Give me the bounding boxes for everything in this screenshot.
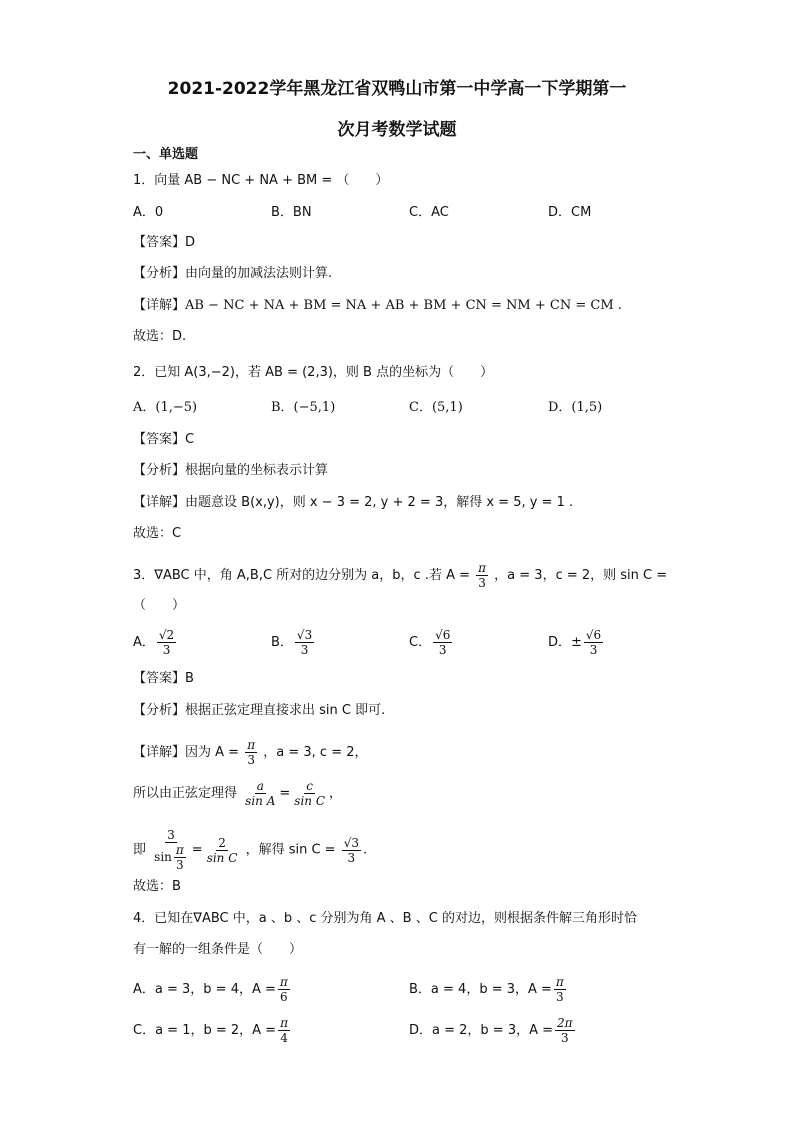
q3-analysis-text: 根据正弦定理直接求出 sin C 即可. (185, 703, 386, 718)
equals-sign: = (191, 842, 203, 858)
q3-analysis (133, 702, 385, 720)
q1-analysis-text: 由向量的加减法法则计算. (185, 266, 333, 281)
fraction-denominator: 3 (478, 576, 486, 590)
q2-option-c: C．(5,1) (409, 400, 463, 415)
fraction-denominator: 3 (176, 858, 184, 872)
fraction-numerator: √6 (435, 628, 451, 642)
q3-option-b (271, 628, 316, 657)
q2-option-a: A．(1,−5) (133, 400, 198, 415)
q3-choose: 故选：B (133, 879, 181, 894)
solve-period: . (362, 842, 368, 858)
analysis-tag: 【分析】 (133, 703, 186, 718)
doc-title-line1: 2021-2022学年黑龙江省双鸭山市第一中学高一下学期第一 (167, 79, 627, 99)
sine-law-fraction-a (243, 779, 277, 808)
fraction-numerator: √2 (158, 628, 175, 642)
q1-option-b: B．BN (271, 205, 312, 220)
q3-detail-fraction (245, 738, 257, 767)
fraction-numerator: π (478, 561, 487, 575)
q3-detail-pre: 因为 A = (185, 745, 240, 760)
fraction-denominator: 3 (162, 643, 171, 657)
fraction-numerator: √6 (585, 628, 602, 642)
fraction-numerator: √3 (296, 628, 313, 642)
fraction-numerator: 2π (557, 1016, 573, 1030)
fraction-denominator (152, 843, 190, 872)
q3-stem-paren: （ ） (133, 598, 186, 613)
fraction-numerator: π (279, 975, 288, 989)
q1-analysis (133, 265, 332, 283)
fraction-numerator: π (175, 843, 184, 857)
q1-option-a: A．0 (133, 205, 164, 220)
option-letter: B． (271, 635, 293, 650)
fraction-denominator: sin C (206, 850, 238, 865)
q2-stem: 2．已知 A(3,−2)，若 AB = (2,3)，则 B 点的坐标为（ ） (133, 365, 494, 380)
q1-stem: 1．向量 AB − NC + NA + BM = （ ） (133, 173, 389, 188)
option-text: D．a = 2，b = 3，A = (409, 1023, 554, 1038)
q3-answer-value: B (185, 671, 194, 686)
fraction-denominator: 4 (280, 1031, 288, 1045)
sine-law-comma: ， (329, 786, 343, 801)
detail-tag: 【详解】 (133, 745, 186, 760)
q1-option-c: C．AC (409, 205, 449, 220)
fraction-denominator: sin A (245, 794, 276, 808)
detail-tag: 【详解】 (133, 298, 186, 313)
detail-tag: 【详解】 (133, 495, 186, 510)
q1-detail-text: AB − NC + NA + BM = NA + AB + BM + CN = NM + CN = CM . (185, 298, 622, 313)
q3-stem-post: ，a = 3，c = 2，则 sin C = (494, 568, 668, 583)
fraction-numerator: π (280, 1016, 288, 1030)
fraction-numerator: √3 (343, 835, 359, 850)
fraction-numerator: 3 (167, 828, 175, 842)
q1-detail (133, 297, 622, 315)
option-fraction (278, 1016, 290, 1045)
sine-law-fraction-c (292, 779, 327, 808)
answer-tag: 【答案】 (133, 671, 186, 686)
option-letter: D．± (548, 635, 582, 650)
q2-option-d: D．(1,5) (548, 400, 603, 415)
sin-label: sin (154, 850, 172, 864)
q3-detail-post: ，a = 3, c = 2， (263, 745, 368, 760)
sine-law-text: 所以由正弦定理得 (133, 786, 238, 801)
option-text: B．a = 4，b = 3，A = (409, 982, 552, 997)
q2-analysis (133, 462, 328, 480)
doc-title-line2: 次月考数学试题 (337, 120, 457, 140)
answer-tag: 【答案】 (133, 432, 186, 447)
q3-option-c (409, 628, 454, 657)
q4-stem-line1: 4．已知在∇ABC 中，a 、b 、c 分别为角 A 、B 、C 的对边，则根据条件解三角形时恰 (133, 911, 637, 926)
equals-sign: = (279, 786, 291, 801)
q3-stem (133, 561, 667, 590)
option-text: A．a = 3，b = 4，A = (133, 982, 276, 997)
q1-answer-value: D (185, 235, 196, 250)
q4-option-a (133, 975, 292, 1004)
fraction-numerator: 2 (218, 835, 226, 850)
analysis-tag: 【分析】 (133, 266, 186, 281)
q3-answer (133, 670, 194, 688)
fraction-denominator: 3 (247, 753, 255, 767)
option-text: C．a = 1，b = 2，A = (133, 1023, 277, 1038)
solve-result-fraction (342, 836, 361, 865)
q1-choose: 故选：D. (133, 329, 187, 344)
q1-answer (133, 234, 195, 252)
solve-prefix: 即 (133, 842, 147, 858)
q3-detail (133, 738, 368, 767)
q2-choose: 故选：C (133, 526, 182, 541)
option-fraction (157, 628, 176, 657)
fraction-denominator: sin C (294, 794, 326, 808)
q2-option-b: B．(−5,1) (271, 400, 336, 415)
q2-answer (133, 431, 194, 449)
q3-stem-pre: 3．∇ABC 中，角 A,B,C 所对的边分别为 a，b，c .若 A = (133, 568, 470, 583)
option-fraction (433, 628, 452, 657)
fraction-denominator: 3 (589, 643, 598, 657)
q2-analysis-text: 根据向量的坐标表示计算 (185, 463, 329, 478)
option-fraction (555, 1016, 575, 1045)
q4-stem-line2: 有一解的一组条件是（ ） (133, 942, 303, 957)
q2-detail (133, 494, 573, 512)
fraction-denominator: 3 (560, 1031, 569, 1045)
solve-text: ，解得 sin C = (245, 842, 336, 858)
answer-tag: 【答案】 (133, 235, 186, 250)
q3-option-d (548, 628, 605, 657)
option-fraction (554, 975, 566, 1004)
fraction-numerator: π (555, 975, 564, 989)
fraction-denominator: 3 (300, 643, 309, 657)
fraction-denominator: 6 (280, 990, 288, 1004)
fraction-denominator: 3 (556, 990, 564, 1004)
q2-answer-value: C (185, 432, 195, 447)
option-fraction (584, 628, 603, 657)
solve-fraction-left (152, 828, 190, 872)
q3-sine-law (133, 779, 342, 808)
fraction-numerator: π (247, 738, 256, 752)
q3-option-a (133, 628, 178, 657)
q3-stem-fraction (476, 561, 488, 590)
fraction-numerator: c (306, 779, 314, 793)
q2-detail-text: 由题意设 B(x,y)，则 x − 3 = 2, y + 2 = 3，解得 x = 5, y = 1 . (185, 495, 574, 510)
fraction-denominator: 3 (438, 643, 447, 657)
q4-option-d (409, 1016, 577, 1045)
inner-fraction (174, 843, 186, 872)
option-letter: C． (409, 635, 432, 650)
q1-option-d: D．CM (548, 205, 592, 220)
q3-solve (133, 828, 367, 872)
fraction-numerator: a (256, 779, 264, 793)
section-heading: 一、单选题 (133, 147, 199, 162)
solve-fraction-right (205, 836, 240, 865)
option-fraction (295, 628, 314, 657)
q4-option-b (409, 975, 568, 1004)
option-letter: A． (133, 635, 155, 650)
option-fraction (278, 975, 290, 1004)
q4-option-c (133, 1016, 292, 1045)
analysis-tag: 【分析】 (133, 463, 186, 478)
fraction-denominator: 3 (347, 850, 356, 865)
